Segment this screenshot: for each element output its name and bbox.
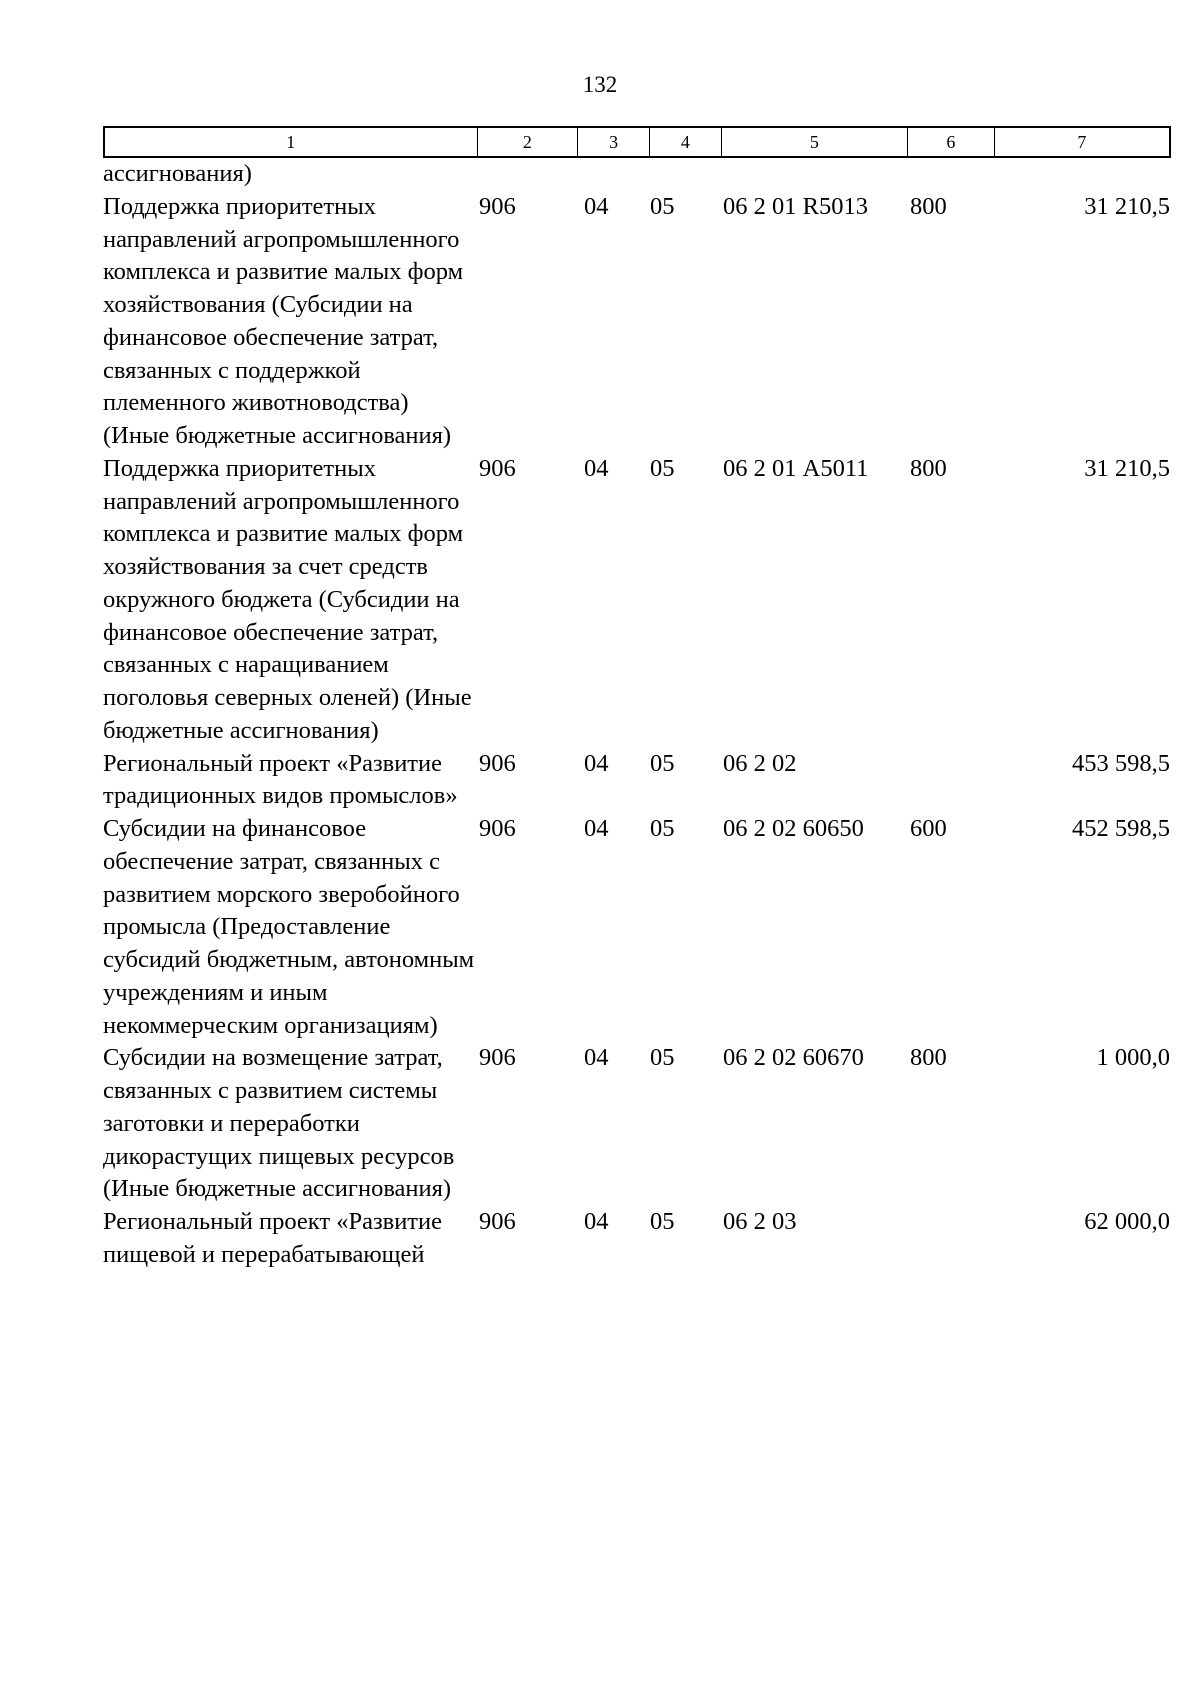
- table-header: [103, 126, 1171, 158]
- row-amount: 1 000,0: [1096, 1044, 1170, 1072]
- row-subsection: 05: [650, 815, 675, 842]
- row-section: 04: [584, 815, 609, 842]
- row-subsection: 05: [650, 1044, 675, 1072]
- column-header-4: 4: [650, 128, 722, 156]
- row-amount: 62 000,0: [1084, 1208, 1170, 1235]
- row-subsection: 05: [650, 749, 675, 777]
- row-section: 04: [584, 192, 609, 220]
- row-grbs: [477, 158, 578, 191]
- column-header-3: 3: [578, 128, 650, 156]
- row-section: 04: [584, 1044, 609, 1072]
- table-row: [103, 813, 1171, 1042]
- table-body: [103, 158, 1171, 1272]
- row-name: Субсидии на финансовое обеспечение затрат, связанных с развитием морского зверобойного промысла (Предоставление субсидий бюджетным, автономным учреждениям и иным некоммерческим организациям): [103, 815, 475, 1039]
- row-name: Региональный проект «Развитие пищевой и перерабатывающей: [103, 1208, 442, 1268]
- table-row: [103, 1206, 1171, 1272]
- column-header-5: 5: [722, 128, 908, 156]
- row-grbs: 906: [479, 192, 516, 220]
- row-name: Поддержка приоритетных направлений агропромышленного комплекса и развитие малых форм хозяйствования за счет средств окружного бюджета (Субсидии на финансовое обеспечение затрат, связанных с наращиванием поголовья северных оленей) (Иные бюджетные ассигнования): [103, 454, 472, 744]
- row-expense-type: 800: [910, 1044, 947, 1072]
- column-header-1: 1: [105, 128, 478, 156]
- row-name: Региональный проект «Развитие традиционных видов промыслов»: [103, 749, 458, 810]
- page-number: 132: [582, 72, 618, 97]
- row-grbs: 906: [479, 815, 516, 842]
- row-grbs: 906: [479, 1044, 516, 1072]
- row-target-article: 06 2 01 R5013: [723, 192, 868, 220]
- table-row: [103, 158, 1171, 191]
- row-subsection: 05: [650, 454, 675, 482]
- row-name: Субсидии на возмещение затрат, связанных с развитием системы заготовки и переработки дикорастущих пищевых ресурсов (Иные бюджетные ассигнования): [103, 1044, 455, 1203]
- row-target-article: 06 2 03: [723, 1208, 797, 1235]
- row-amount: 31 210,5: [1084, 192, 1170, 220]
- row-subsection: [650, 158, 722, 191]
- row-section: 04: [584, 1208, 609, 1235]
- row-expense-type: 800: [910, 454, 947, 482]
- row-target-article: 06 2 01 А5011: [723, 454, 869, 482]
- row-target-article: 06 2 02 60650: [723, 815, 864, 842]
- row-grbs: 906: [479, 454, 516, 482]
- row-amount: 453 598,5: [1072, 749, 1170, 777]
- row-target-article: 06 2 02: [723, 749, 797, 777]
- column-header-6: 6: [908, 128, 995, 156]
- row-expense-type: 800: [910, 192, 947, 220]
- row-expense-type: [909, 1206, 996, 1272]
- row-grbs: 906: [479, 1208, 516, 1235]
- row-section: 04: [584, 454, 609, 482]
- table-row: [103, 453, 1171, 748]
- table-row: [103, 748, 1171, 814]
- column-header-7: 7: [1077, 132, 1087, 152]
- row-expense-type: [909, 158, 996, 191]
- row-amount: [996, 158, 1171, 191]
- row-subsection: 05: [650, 192, 675, 220]
- row-expense-type: 600: [910, 815, 947, 842]
- row-name: Поддержка приоритетных направлений агропромышленного комплекса и развитие малых форм хозяйствования (Субсидии на финансовое обеспечение затрат, связанных с поддержкой племенного животноводства) (Иные бюджетные ассигнования): [103, 192, 464, 449]
- row-subsection: 05: [650, 1208, 675, 1235]
- row-name: ассигнования): [103, 160, 252, 187]
- row-amount: 31 210,5: [1084, 454, 1170, 482]
- row-target-article: 06 2 02 60670: [723, 1044, 864, 1072]
- table-row: [103, 1042, 1171, 1206]
- row-grbs: 906: [479, 749, 516, 777]
- row-expense-type: [909, 748, 996, 814]
- column-header-2: 2: [478, 128, 579, 156]
- row-amount: 452 598,5: [1072, 815, 1170, 842]
- row-target-article: [722, 158, 909, 191]
- row-section: [578, 158, 650, 191]
- row-section: 04: [584, 749, 609, 777]
- table-row: [103, 191, 1171, 453]
